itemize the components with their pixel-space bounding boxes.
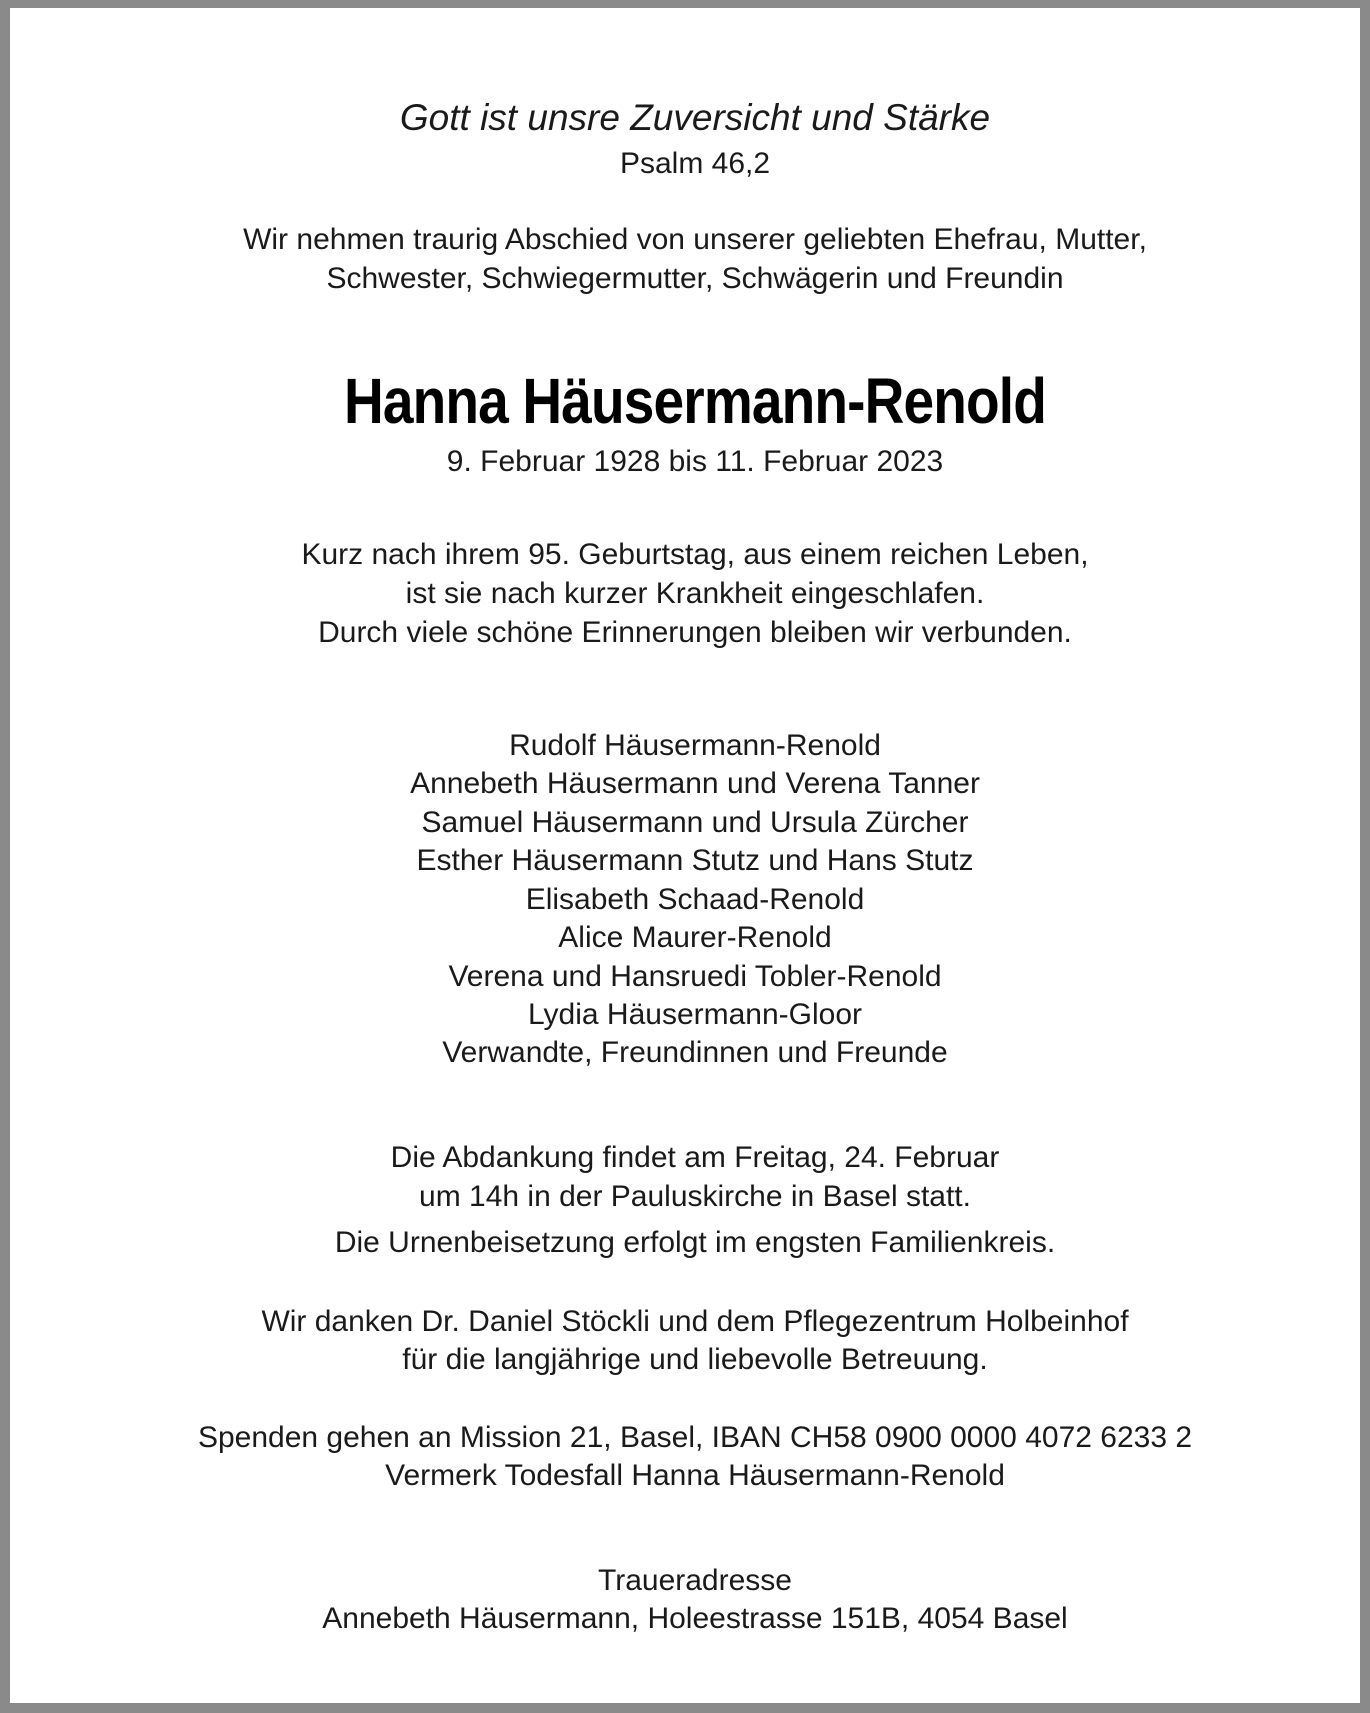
- deceased-dates: 9. Februar 1928 bis 11. Februar 2023: [446, 445, 944, 478]
- mourner-1: Rudolf Häusermann-Renold: [509, 729, 881, 762]
- obituary-notice: [20, 16, 1370, 1711]
- mourner-8: Lydia Häusermann-Gloor: [527, 998, 863, 1031]
- donations-line-2: Vermerk Todesfall Hanna Häusermann-Renold: [385, 1459, 1005, 1492]
- thanks-line-2: für die langjährige und liebevolle Betreuung.: [402, 1343, 988, 1376]
- mourner-2: Annebeth Häusermann und Verena Tanner: [410, 767, 980, 800]
- address-heading: Traueradresse: [598, 1564, 792, 1597]
- mourner-9: Verwandte, Freundinnen und Freunde: [442, 1036, 948, 1069]
- intro-line-1: Wir nehmen traurig Abschied von unserer geliebten Ehefrau, Mutter,: [243, 223, 1147, 256]
- service-line-2: um 14h in der Pauluskirche in Basel statt.: [419, 1180, 971, 1213]
- thanks-line-1: Wir danken Dr. Daniel Stöckli und dem Pflegezentrum Holbeinhof: [261, 1305, 1129, 1338]
- intro-line-2: Schwester, Schwiegermutter, Schwägerin und Freundin: [326, 262, 1064, 295]
- mourner-6: Alice Maurer-Renold: [558, 921, 832, 954]
- deceased-name: Hanna Häusermann-Renold: [344, 365, 1046, 437]
- mourner-7: Verena und Hansruedi Tobler-Renold: [448, 960, 942, 993]
- message-line-2: ist sie nach kurzer Krankheit eingeschlafen.: [405, 577, 985, 610]
- mourner-3: Samuel Häusermann und Ursula Zürcher: [421, 806, 969, 839]
- mourner-4: Esther Häusermann Stutz und Hans Stutz: [416, 844, 974, 877]
- message-line-3: Durch viele schöne Erinnerungen bleiben wir verbunden.: [318, 616, 1072, 649]
- service-line-1: Die Abdankung findet am Freitag, 24. Februar: [390, 1141, 1000, 1174]
- motto-reference: Psalm 46,2: [619, 147, 771, 180]
- address-line: Annebeth Häusermann, Holeestrasse 151B, 4054 Basel: [322, 1602, 1068, 1635]
- mourner-5: Elisabeth Schaad-Renold: [525, 883, 865, 916]
- motto-text: Gott ist unsre Zuversicht und Stärke: [399, 97, 991, 138]
- message-line-1: Kurz nach ihrem 95. Geburtstag, aus einem reichen Leben,: [301, 538, 1089, 571]
- donations-line-1: Spenden gehen an Mission 21, Basel, IBAN CH58 0900 0000 4072 6233 2: [197, 1421, 1193, 1454]
- service-line-3: Die Urnenbeisetzung erfolgt im engsten Familienkreis.: [334, 1226, 1056, 1259]
